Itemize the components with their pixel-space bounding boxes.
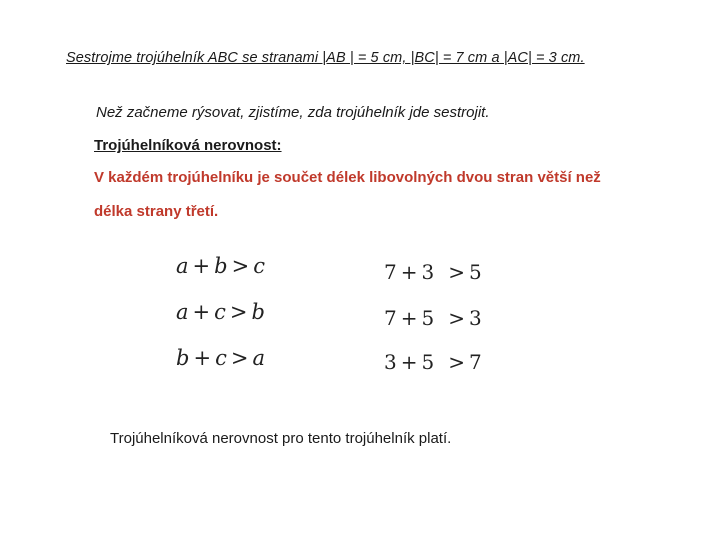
greater-than-sign: >	[230, 346, 249, 370]
plus-sign: +	[192, 300, 211, 324]
intro-text: Než začneme rýsovat, zjistíme, zda trojúhelník jde sestrojit.	[96, 104, 490, 121]
greater-than-sign: >	[448, 260, 465, 284]
term: c	[253, 254, 265, 278]
term: a	[176, 300, 189, 324]
term: c	[215, 346, 227, 370]
plus-sign: +	[400, 260, 418, 284]
number: 3	[384, 350, 397, 374]
term: b	[176, 346, 190, 370]
greater-than-sign: >	[229, 300, 248, 324]
symbolic-inequality-1	[176, 254, 265, 278]
term: c	[214, 300, 226, 324]
plus-sign: +	[400, 306, 418, 330]
greater-than-sign: >	[448, 350, 465, 374]
number: 7	[469, 350, 482, 374]
numeric-inequality-2	[384, 306, 482, 330]
symbolic-inequality-2	[176, 300, 265, 324]
term: a	[176, 254, 189, 278]
term: b	[214, 254, 228, 278]
rule-text-line-2: délka strany třetí.	[94, 203, 219, 220]
number: 7	[384, 260, 397, 284]
number: 5	[421, 306, 435, 330]
number: 7	[384, 306, 397, 330]
greater-than-sign: >	[231, 254, 250, 278]
plus-sign: +	[193, 346, 212, 370]
number: 3	[421, 260, 435, 284]
term: a	[252, 346, 265, 370]
conclusion-text: Trojúhelníková nerovnost pro tento trojúhelník platí.	[110, 430, 452, 447]
term: b	[251, 300, 265, 324]
number: 3	[469, 306, 482, 330]
greater-than-sign: >	[448, 306, 465, 330]
symbolic-inequality-3	[176, 346, 265, 370]
plus-sign: +	[400, 350, 418, 374]
number: 5	[469, 260, 482, 284]
number: 5	[421, 350, 435, 374]
section-heading: Trojúhelníková nerovnost:	[94, 137, 282, 154]
numeric-inequality-3	[384, 350, 482, 374]
plus-sign: +	[192, 254, 211, 278]
rule-text-line-1: V každém trojúhelníku je součet délek libovolných dvou stran větší než	[94, 169, 601, 186]
numeric-inequality-1	[384, 260, 482, 284]
problem-statement: Sestrojme trojúhelník ABC se stranami |AB | = 5 cm, |BC| = 7 cm a |AC| = 3 cm.	[66, 50, 585, 66]
